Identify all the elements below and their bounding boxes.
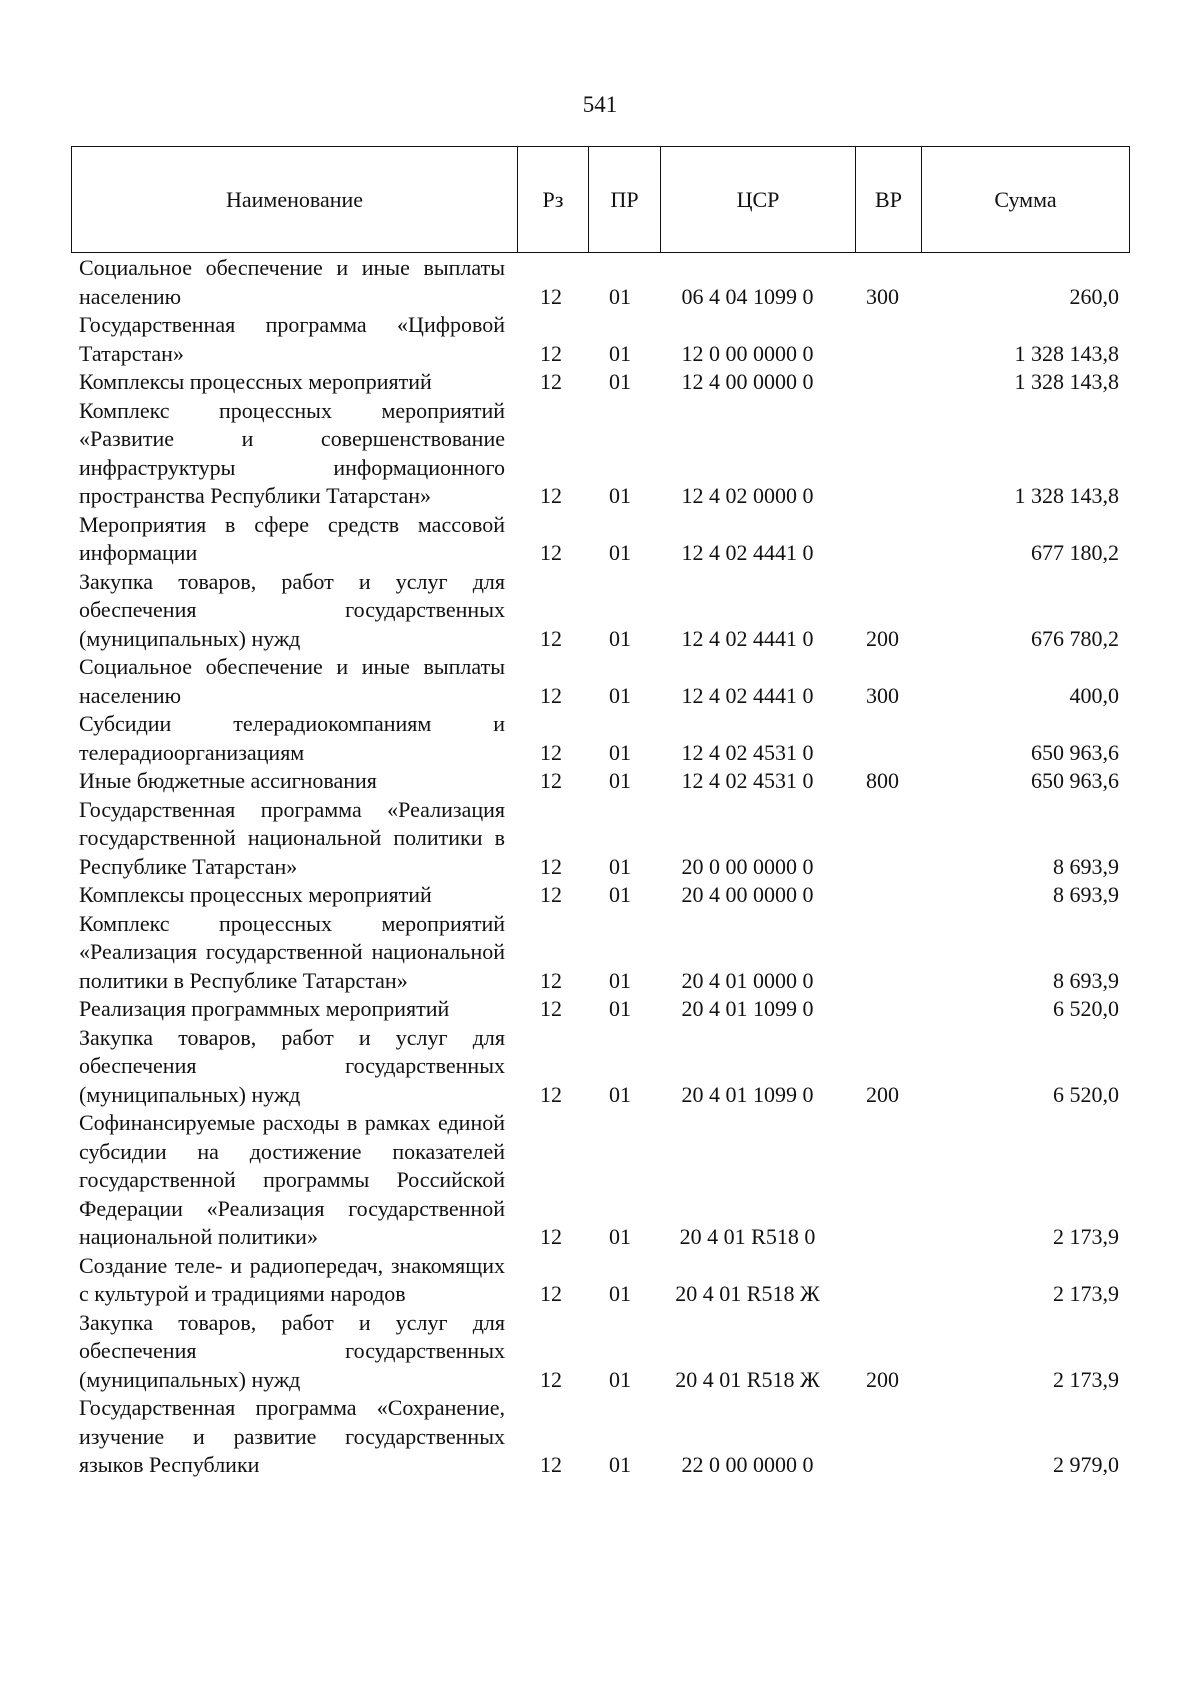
row-name: Комплекс процессных мероприятий «Реализация государственной национальной политики в Республике Татарстан» [79, 910, 505, 993]
row-sum: 6 520,0 [1053, 1081, 1119, 1107]
row-sum: 8 693,9 [1053, 853, 1119, 879]
header-sum: Сумма [921, 147, 1129, 252]
table-row [0, 397, 1200, 511]
row-csr: 12 4 02 4531 0 [681, 768, 814, 793]
page-number: 541 [582, 92, 618, 117]
table-row [0, 568, 1200, 654]
row-pr: 01 [609, 1281, 631, 1306]
row-sum: 650 963,6 [1031, 739, 1119, 765]
row-csr: 12 4 02 0000 0 [681, 483, 814, 508]
row-sum: 400,0 [1069, 682, 1119, 708]
row-pr: 01 [609, 625, 631, 651]
row-name: Комплексы процессных мероприятий [79, 882, 432, 907]
row-vr: 200 [866, 1366, 899, 1392]
row-name: Закупка товаров, работ и услуг для обеспечения государственных (муниципальных) нужд [79, 1309, 505, 1392]
row-pr: 01 [609, 369, 631, 394]
table-row [0, 1109, 1200, 1252]
table-row [0, 254, 1200, 311]
row-name: Комплексы процессных мероприятий [79, 369, 432, 394]
row-csr: 06 4 04 1099 0 [681, 283, 814, 309]
row-csr: 20 4 01 1099 0 [681, 1081, 814, 1107]
row-name: Государственная программа «Сохранение, изучение и развитие государственных языков Республики [79, 1395, 505, 1477]
row-csr: 20 4 01 R518 Ж [675, 1366, 820, 1392]
row-sum: 8 693,9 [1053, 882, 1119, 907]
row-vr: 200 [866, 625, 899, 651]
row-csr: 12 0 00 0000 0 [681, 340, 814, 366]
row-rz: 12 [540, 996, 562, 1021]
table-row [0, 1394, 1200, 1480]
table-row [0, 1252, 1200, 1309]
header-rz: Рз [517, 147, 588, 252]
row-rz: 12 [540, 540, 562, 565]
table-row [0, 881, 1200, 910]
table-header [71, 146, 1130, 253]
row-rz: 12 [540, 882, 562, 907]
row-rz: 12 [540, 768, 562, 793]
row-rz: 12 [540, 283, 562, 309]
row-name: Софинансируемые расходы в рамках единой субсидии на достижение показателей государственной программы Российской Федерации «Реализация государственной национальной политики» [79, 1110, 505, 1249]
row-pr: 01 [609, 1081, 631, 1107]
row-sum: 1 328 143,8 [1014, 483, 1119, 508]
row-sum: 8 693,9 [1053, 967, 1119, 993]
row-pr: 01 [609, 1224, 631, 1249]
row-pr: 01 [609, 483, 631, 508]
row-csr: 12 4 02 4441 0 [681, 540, 814, 565]
row-sum: 677 180,2 [1031, 540, 1119, 565]
row-name: Иные бюджетные ассигнования [79, 768, 377, 793]
row-csr: 20 4 00 0000 0 [681, 882, 814, 907]
table-row [0, 767, 1200, 796]
row-csr: 12 4 00 0000 0 [681, 369, 814, 394]
row-pr: 01 [609, 540, 631, 565]
row-rz: 12 [540, 1452, 562, 1477]
row-sum: 1 328 143,8 [1014, 340, 1119, 366]
row-sum: 6 520,0 [1053, 996, 1119, 1021]
row-rz: 12 [540, 1366, 562, 1392]
row-pr: 01 [609, 283, 631, 309]
row-rz: 12 [540, 1281, 562, 1306]
table-row [0, 311, 1200, 368]
row-sum: 2 979,0 [1053, 1452, 1119, 1477]
row-sum: 676 780,2 [1031, 625, 1119, 651]
row-pr: 01 [609, 967, 631, 993]
row-csr: 20 0 00 0000 0 [681, 853, 814, 879]
row-csr: 12 4 02 4441 0 [681, 625, 814, 651]
row-pr: 01 [609, 853, 631, 879]
table-row [0, 910, 1200, 996]
row-pr: 01 [609, 1452, 631, 1477]
row-sum: 2 173,9 [1053, 1224, 1119, 1249]
row-vr: 200 [866, 1081, 899, 1107]
table-row [0, 796, 1200, 882]
row-rz: 12 [540, 483, 562, 508]
row-vr: 300 [866, 682, 899, 708]
row-rz: 12 [540, 625, 562, 651]
row-name: Социальное обеспечение и иные выплаты населению [79, 255, 505, 309]
row-name: Государственная программа «Реализация государственной национальной политики в Республике Татарстан» [79, 796, 505, 879]
row-csr: 20 4 01 R518 0 [679, 1224, 816, 1249]
row-rz: 12 [540, 1224, 562, 1249]
row-pr: 01 [609, 996, 631, 1021]
row-name: Закупка товаров, работ и услуг для обеспечения государственных (муниципальных) нужд [79, 1024, 505, 1107]
row-pr: 01 [609, 1366, 631, 1392]
row-sum: 2 173,9 [1053, 1281, 1119, 1306]
header-csr: ЦСР [660, 147, 855, 252]
row-csr: 12 4 02 4441 0 [681, 682, 814, 708]
header-vr: ВР [855, 147, 921, 252]
table-row [0, 995, 1200, 1024]
row-rz: 12 [540, 853, 562, 879]
row-csr: 22 0 00 0000 0 [681, 1452, 814, 1477]
row-pr: 01 [609, 882, 631, 907]
row-sum: 650 963,6 [1031, 768, 1119, 793]
row-rz: 12 [540, 1081, 562, 1107]
row-sum: 2 173,9 [1053, 1366, 1119, 1392]
row-name: Социальное обеспечение и иные выплаты населению [79, 654, 505, 708]
row-sum: 260,0 [1069, 283, 1119, 309]
table-row [0, 1309, 1200, 1395]
row-name: Субсидии телерадиокомпаниям и телерадиоорганизациям [79, 711, 505, 765]
row-name: Закупка товаров, работ и услуг для обеспечения государственных (муниципальных) нужд [79, 568, 505, 651]
row-pr: 01 [609, 340, 631, 366]
row-pr: 01 [609, 739, 631, 765]
table-row [0, 368, 1200, 397]
row-vr: 800 [866, 768, 899, 793]
row-name: Комплекс процессных мероприятий «Развитие и совершенствование инфраструктуры информационного пространства Республики Татарстан» [79, 397, 505, 508]
row-name: Мероприятия в сфере средств массовой информации [79, 511, 505, 565]
row-rz: 12 [540, 340, 562, 366]
row-csr: 12 4 02 4531 0 [681, 739, 814, 765]
row-rz: 12 [540, 682, 562, 708]
row-rz: 12 [540, 967, 562, 993]
header-name: Наименование [225, 186, 364, 212]
row-name: Государственная программа «Цифровой Татарстан» [79, 312, 505, 366]
row-rz: 12 [540, 369, 562, 394]
row-pr: 01 [609, 768, 631, 793]
row-name: Реализация программных мероприятий [79, 996, 450, 1021]
table-row [0, 710, 1200, 767]
row-rz: 12 [540, 739, 562, 765]
row-csr: 20 4 01 R518 Ж [675, 1281, 820, 1306]
row-vr: 300 [866, 283, 899, 309]
row-sum: 1 328 143,8 [1014, 369, 1119, 394]
table-body [0, 254, 1200, 1480]
row-pr: 01 [609, 682, 631, 708]
row-name: Создание теле- и радиопередач, знакомящих с культурой и традициями народов [79, 1252, 505, 1306]
table-row [0, 511, 1200, 568]
header-pr: ПР [588, 147, 660, 252]
row-csr: 20 4 01 1099 0 [681, 996, 814, 1021]
row-csr: 20 4 01 0000 0 [681, 967, 814, 993]
table-row [0, 653, 1200, 710]
table-row [0, 1024, 1200, 1110]
